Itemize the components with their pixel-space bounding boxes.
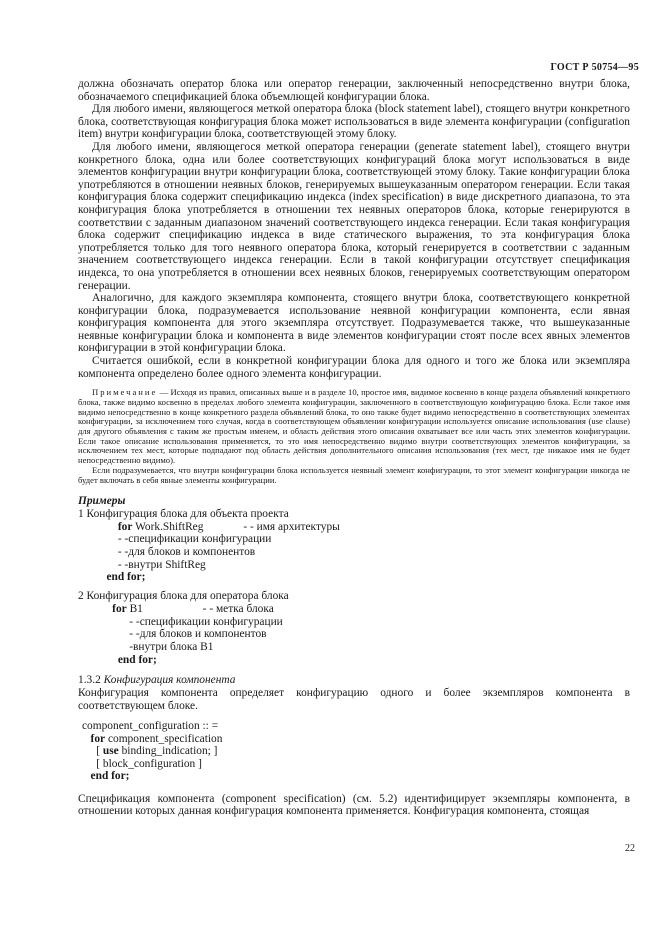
example-2	[78, 590, 630, 666]
note-text-1: — Исходя из правил, описанных выше и в разделе 10, простое имя, видимое косвенно в конце раздела объявлений конкретного блока, также видимо косвенно в пределах любого элемента конфигурации, заключенного в соответствующую конфигурацию блока. Если такое имя видимо непосредственно в конце конкретного раздела объявлений блока, то оно также будет видимо непосредственно в соответствующих элементах конфигурации, за исключением того случая, когда в соответствующем объявлении конфигурации используется описание использования (use clause) для другого объявления с таким же простым именем, и область действия этого описания охватывает все или часть этих элементов конфигурации. Если такое описание использования применяется, то это имя непосредственно видимо внутри соответствующих элементов конфигурации, за исключением тех мест, которые подпадают под область действия дополнительного описания использования (тех мест, где никакое имя не будет непосредственно видимо).	[78, 387, 630, 466]
example-1-comment-3: - -для блоков и компонентов	[117, 545, 256, 558]
paragraph-2: Для любого имени, являющегося меткой оператора блока (block statement label), стоящего внутри конкретного блока, соответствующая конфигурация блока может использоваться в виде элемента конфигурации (configuration item) внутри конфигурации блока, соответствующей этому блоку.	[78, 103, 630, 141]
example-1-comment-1: - - имя архитектуры	[243, 520, 340, 533]
paragraph-5: Считается ошибкой, если в конкретной конфигурации блока для одного и того же блока или экземпляра компонента определено более одного элемента конфигурации.	[78, 355, 630, 380]
example-2-comment-3: - -для блоков и компонентов	[129, 628, 267, 641]
example-2-end: end for;	[117, 653, 157, 666]
example-2-comment-1: - - метка блока	[202, 602, 274, 615]
example-2-title: 2 Конфигурация блока для оператора блока	[78, 590, 289, 603]
example-1	[78, 508, 630, 584]
section-intro: Конфигурация компонента определяет конфигурацию одного и более экземпляров компонента в соответствующем блоке.	[78, 686, 630, 712]
example-2-for-keyword: for	[112, 602, 127, 615]
gost-header: ГОСТ Р 50754—95	[550, 62, 639, 73]
example-1-for-target: Work.ShiftReg	[132, 520, 204, 533]
examples-title: Примеры	[78, 495, 126, 508]
example-1-comment-4: - -внутри ShiftReg	[117, 558, 206, 571]
section-number: 1.3.2	[78, 674, 101, 687]
section-title: Конфигурация компонента	[103, 674, 236, 687]
paragraph-1: должна обозначать оператор блока или оператор генерации, заключенный непосредственно внутри блока, обозначаемого спецификацией блока объемлющей конфигурации блока.	[78, 78, 630, 103]
bnf-line-2: component_specification	[105, 732, 223, 745]
bnf-syntax	[82, 720, 630, 783]
bnf-line-3-open: [	[96, 745, 103, 758]
bnf-for-keyword: for	[90, 732, 106, 745]
section-1-3-2	[78, 674, 630, 712]
note-paragraph-1	[78, 388, 630, 466]
example-1-for-keyword: for	[117, 520, 133, 533]
bnf-line-1: component_configuration :: =	[82, 720, 219, 733]
example-1-title: 1 Конфигурация блока для объекта проекта	[78, 507, 289, 520]
bnf-line-3: binding_indication; ]	[118, 745, 218, 758]
paragraph-3: Для любого имени, являющегося меткой оператора генерации (generate statement label), стоящего внутри конкретного блока, одна или более соответствующих конфигураций блока могут использоваться в виде элементов конфигурации внутри конфигурации блока, соответствующей этому блоку. Такие конфигурации блока употребляются в отношении неявных блоков, генерируемых вышеуказанным оператором генерации. Если такая конфигурация блока содержит спецификацию индекса (index specification) в виде дискретного диапазона, то эта конфигурация блока употребляется в отношении тех неявных операторов блока, которые генерируются в соответствии с заданным диапазоном значений соответствующего индекса генерации. Если такая конфигурация блока содержит спецификацию индекса в виде статического выражения, то эта конфигурация блока употребляется только для того неявного оператора блока, который генерируется в соответствии с заданным значением соответствующего индекса генерации. Если в такой конфигурации отсутствует спецификация индекса, то она употребляется в отношении всех неявных блоков, генерируемых соответствующим оператором генерации.	[78, 140, 630, 292]
note-paragraph-2: Если подразумевается, что внутри конфигурации блока используется неявный элемент конфигурации, то этот элемент конфигурации никогда не будет включать в себя явные элементы конфигурации.	[78, 464, 630, 485]
bnf-end: end for;	[90, 770, 130, 783]
bnf-use-keyword: use	[102, 745, 119, 758]
example-2-comment-4: -внутри блока B1	[129, 640, 214, 653]
note-label: Примечание	[92, 387, 158, 398]
examples-block	[78, 495, 630, 666]
example-2-for-target: B1	[126, 602, 143, 615]
example-1-end: end for;	[106, 571, 146, 584]
bnf-line-4: [ block_configuration ]	[96, 757, 202, 770]
paragraph-4: Аналогично, для каждого экземпляра компонента, стоящего внутри блока, соответствующего конкретной конфигурации блока, подразумевается использование неявной конфигурации компонента, если явная конфигурация компонента для этого экземпляра отсутствует. Подразумевается также, что вышеуказанные неявные конфигурации блока и компонента в виде элементов конфигурации стоят после всех явных элементов конфигурации в этой конфигурации блока.	[78, 292, 630, 355]
example-1-comment-2: - -спецификации конфигурации	[117, 533, 272, 546]
main-text	[78, 78, 630, 818]
section-heading	[78, 674, 630, 687]
closing-paragraph: Спецификация компонента (component specification) (см. 5.2) идентифицирует экземпляры компонента, в отношении которых данная конфигурация компонента применяется. Конфигурация компонента, стоящая	[78, 792, 630, 818]
page-number: 22	[625, 843, 635, 854]
example-2-comment-2: - -спецификации конфигурации	[129, 615, 283, 628]
note-block	[78, 388, 630, 485]
